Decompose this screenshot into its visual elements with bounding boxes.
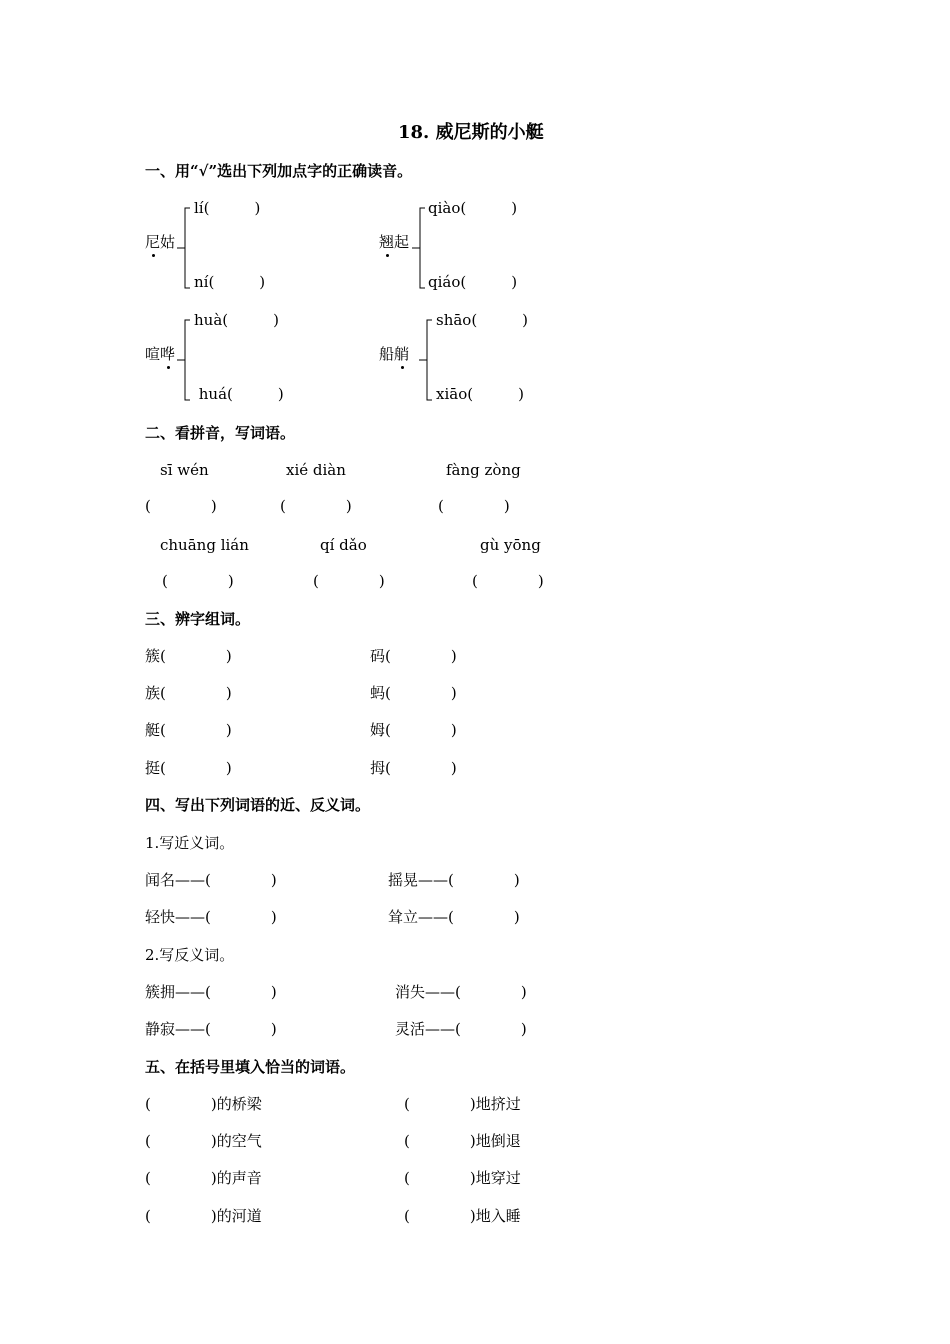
answer-blank[interactable]: ( ) — [280, 497, 352, 515]
char-compound-item[interactable]: 蚂( ) — [370, 684, 457, 702]
page-title: 18. 威尼斯的小艇 — [398, 122, 544, 143]
pinyin-option[interactable]: huá( ) — [194, 385, 284, 403]
pinyin-prompt: qí dǎo — [320, 536, 367, 554]
fill-phrase-item[interactable]: ( )的桥梁 — [145, 1095, 262, 1113]
choice-word: 喧哗 — [145, 345, 176, 363]
dotted-char: 艄 — [394, 345, 410, 363]
char-compound-item[interactable]: 拇( ) — [370, 759, 457, 777]
subheading-antonyms: 2.写反义词。 — [145, 946, 235, 964]
fill-phrase-item[interactable]: ( )地倒退 — [404, 1132, 521, 1150]
synonym-item[interactable]: 耸立——( ) — [388, 908, 520, 926]
pinyin-option[interactable]: ní( ) — [194, 273, 266, 291]
dotted-char: 哗 — [160, 345, 176, 363]
antonym-item[interactable]: 消失——( ) — [395, 983, 527, 1001]
answer-blank[interactable]: ( ) — [162, 572, 234, 590]
answer-blank[interactable]: ( ) — [313, 572, 385, 590]
pinyin-option[interactable]: qiáo( ) — [428, 273, 518, 291]
pinyin-option[interactable]: shāo( ) — [436, 311, 529, 329]
antonym-item[interactable]: 静寂——( ) — [145, 1020, 277, 1038]
bracket-icon — [418, 318, 434, 402]
section5-heading: 五、在括号里填入恰当的词语。 — [145, 1058, 356, 1076]
synonym-item[interactable]: 轻快——( ) — [145, 908, 277, 926]
subheading-synonyms: 1.写近义词。 — [145, 834, 235, 852]
dotted-char: 尼 — [145, 233, 161, 251]
char-compound-item[interactable]: 簇( ) — [145, 647, 232, 665]
char-compound-item[interactable]: 码( ) — [370, 647, 457, 665]
antonym-item[interactable]: 簇拥——( ) — [145, 983, 277, 1001]
char-compound-item[interactable]: 姆( ) — [370, 721, 457, 739]
fill-phrase-item[interactable]: ( )的声音 — [145, 1169, 262, 1187]
pinyin-option[interactable]: xiāo( ) — [436, 385, 524, 403]
pinyin-prompt: xié diàn — [286, 461, 346, 479]
pinyin-option[interactable]: qiào( ) — [428, 199, 518, 217]
pinyin-prompt: fàng zòng — [446, 461, 521, 479]
answer-blank[interactable]: ( ) — [438, 497, 510, 515]
dotted-char: 翘 — [379, 233, 395, 251]
synonym-item[interactable]: 闻名——( ) — [145, 871, 277, 889]
section1-heading: 一、用“√”选出下列加点字的正确读音。 — [145, 162, 413, 180]
choice-word: 船艄 — [379, 345, 410, 363]
pinyin-prompt: chuāng lián — [160, 536, 249, 554]
section4-heading: 四、写出下列词语的近、反义词。 — [145, 796, 371, 814]
choice-word: 翘起 — [379, 233, 410, 251]
answer-blank[interactable]: ( ) — [145, 497, 217, 515]
pinyin-option[interactable]: huà( ) — [194, 311, 279, 329]
pinyin-prompt: sī wén — [160, 461, 209, 479]
fill-phrase-item[interactable]: ( )地挤过 — [404, 1095, 521, 1113]
char-compound-item[interactable]: 挺( ) — [145, 759, 232, 777]
fill-phrase-item[interactable]: ( )地入睡 — [404, 1207, 521, 1225]
bracket-icon — [176, 206, 192, 290]
fill-phrase-item[interactable]: ( )的空气 — [145, 1132, 262, 1150]
antonym-item[interactable]: 灵活——( ) — [395, 1020, 527, 1038]
section3-heading: 三、辨字组词。 — [145, 610, 251, 628]
bracket-icon — [411, 206, 427, 290]
char-compound-item[interactable]: 族( ) — [145, 684, 232, 702]
synonym-item[interactable]: 摇晃——( ) — [388, 871, 520, 889]
char-compound-item[interactable]: 艇( ) — [145, 721, 232, 739]
choice-word: 尼姑 — [145, 233, 176, 251]
fill-phrase-item[interactable]: ( )地穿过 — [404, 1169, 521, 1187]
pinyin-option[interactable]: lí( ) — [194, 199, 261, 217]
answer-blank[interactable]: ( ) — [472, 572, 544, 590]
fill-phrase-item[interactable]: ( )的河道 — [145, 1207, 262, 1225]
section2-heading: 二、看拼音，写词语。 — [145, 424, 296, 442]
pinyin-prompt: gù yōng — [480, 536, 541, 554]
bracket-icon — [176, 318, 192, 402]
